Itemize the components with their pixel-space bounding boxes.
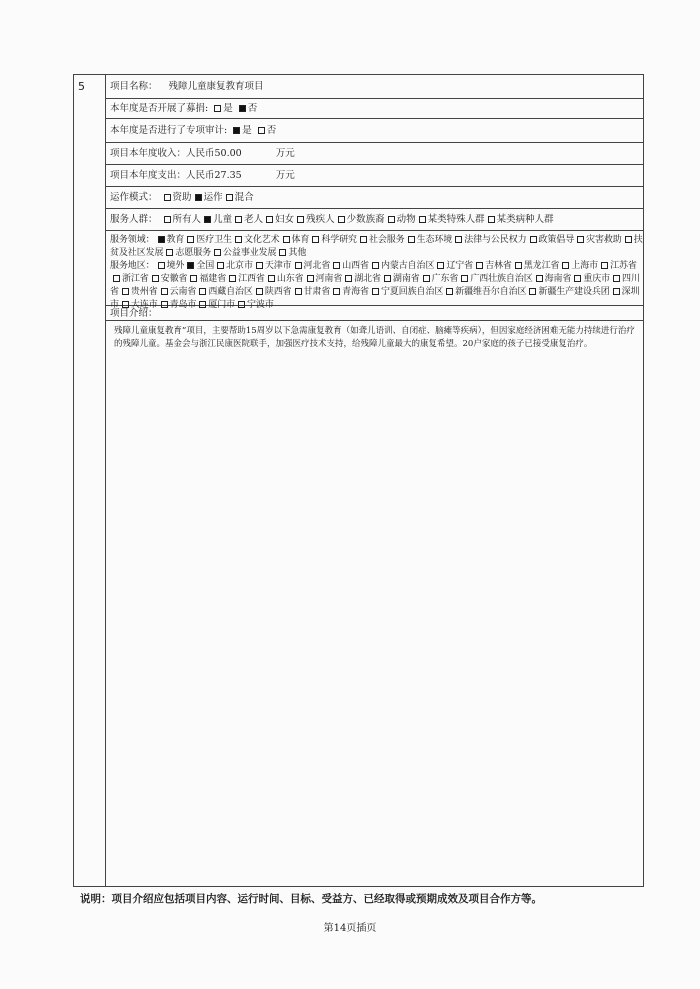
audit-row — [106, 119, 643, 143]
service-field-option-label: 灾害救助 — [586, 235, 622, 245]
income-unit: 万元 — [275, 148, 295, 159]
service-field-option-checkbox[interactable] — [283, 236, 290, 243]
service-region-option-checkbox[interactable] — [187, 262, 194, 269]
service-people-option-label: 某类病种人群 — [496, 214, 554, 225]
service-region-option-label: 福建省 — [199, 274, 227, 284]
income-label: 项目本年度收入： — [110, 148, 187, 159]
service-region-option-label: 西藏自治区 — [208, 287, 253, 297]
service-region-option-label: 江西省 — [238, 274, 265, 284]
income-value: 人民币50.00 — [186, 148, 242, 159]
service-field-option-checkbox[interactable] — [312, 236, 319, 243]
service-field-option-checkbox[interactable] — [530, 236, 537, 243]
service-field-option-label: 科学研究 — [321, 235, 357, 245]
service-region-option-checkbox[interactable] — [613, 275, 620, 282]
service-region-option-checkbox[interactable] — [461, 275, 468, 282]
service-field-option-checkbox[interactable] — [455, 236, 462, 243]
service-region-option-label: 贵州省 — [130, 287, 158, 297]
service-region-option-label: 四川省 — [110, 274, 640, 297]
audit-no-label: 否 — [266, 125, 277, 136]
service-region-option-label: 广西壮族自治区 — [470, 274, 533, 284]
service-people-option-label: 老人 — [244, 214, 264, 225]
service-field-label: 服务领域： — [110, 235, 155, 245]
service-region-option-label: 浙江省 — [122, 274, 149, 284]
project-name-row — [106, 75, 643, 99]
service-people-option-label: 某类特殊人群 — [427, 214, 485, 225]
service-people-option-checkbox[interactable] — [297, 216, 304, 223]
service-region-options — [110, 261, 640, 310]
service-region-option-label: 全国 — [196, 261, 215, 271]
service-people-option-checkbox[interactable] — [204, 216, 211, 223]
service-people-options — [161, 214, 554, 225]
service-region-option-checkbox[interactable] — [295, 262, 302, 269]
service-region-option-label: 大连市 — [130, 300, 158, 310]
footnote: 说明：项目介绍应包括项目内容、运行时间、目标、受益方、已经取得或预期成效及项目合作方等。 — [80, 893, 542, 905]
service-region-option-checkbox[interactable] — [384, 275, 391, 282]
operation-mode-option-checkbox[interactable] — [195, 194, 202, 201]
service-region-option-label: 宁波市 — [247, 300, 274, 310]
page-number: 第14页插页 — [323, 923, 377, 934]
service-region-option-checkbox[interactable] — [190, 275, 197, 282]
service-field-option-checkbox[interactable] — [625, 236, 632, 243]
service-region-option-checkbox[interactable] — [446, 288, 453, 295]
service-region-option-label: 山西省 — [342, 261, 369, 271]
service-region-option-checkbox[interactable] — [345, 275, 352, 282]
service-field-option-checkbox[interactable] — [166, 249, 173, 256]
service-region-option-label: 天津市 — [264, 261, 292, 271]
row-number: 5 — [78, 80, 85, 93]
service-region-option-label: 安徽省 — [160, 274, 188, 284]
service-people-option-checkbox[interactable] — [164, 216, 171, 223]
service-people-option-checkbox[interactable] — [388, 216, 395, 223]
service-field-option-label: 扶贫及社区发展 — [110, 235, 643, 258]
service-region-option-label: 海南省 — [544, 274, 572, 284]
operation-mode-options — [161, 192, 254, 203]
service-people-option-label: 所有人 — [172, 214, 202, 225]
service-region-option-label: 广东省 — [431, 274, 459, 284]
service-region-label: 服务地区： — [110, 261, 155, 271]
service-field-option-label: 医疗卫生 — [196, 235, 232, 245]
service-region-option-checkbox[interactable] — [307, 275, 314, 282]
service-region-option-checkbox[interactable] — [529, 288, 536, 295]
service-region-option-checkbox[interactable] — [437, 262, 444, 269]
expense-value: 人民币27.35 — [186, 170, 242, 181]
operation-mode-row — [106, 187, 643, 209]
service-people-row — [106, 209, 643, 231]
service-region-option-checkbox[interactable] — [574, 275, 581, 282]
service-region-option-label: 内蒙古自治区 — [380, 261, 435, 271]
operation-mode-option-label: 资助 — [172, 192, 192, 203]
audit-no-checkbox[interactable] — [258, 127, 265, 134]
service-field-option-label: 政策倡导 — [538, 235, 575, 245]
service-region-option-checkbox[interactable] — [476, 262, 483, 269]
service-people-option-checkbox[interactable] — [266, 216, 273, 223]
service-region-option-label: 青岛市 — [169, 300, 197, 310]
service-field-option-label: 体育 — [291, 235, 310, 245]
service-field-option-checkbox[interactable] — [235, 236, 242, 243]
service-people-option-checkbox[interactable] — [419, 216, 426, 223]
service-region-option-label: 青海省 — [342, 287, 369, 297]
service-region-option-label: 河北省 — [303, 261, 331, 271]
service-field-option-label: 社会服务 — [368, 235, 405, 245]
intro-text: 残障儿童康复教育”项目，主要帮助15周岁以下急需康复教育（如聋儿语训、自闭症、脑瘫等疾病），但因家庭经济困难无能力持续进行治疗的残障儿童。基金会与浙江民康医院联手，加强医疗技术支持，给残障儿童最大的康复希望。20户家庭的孩子已接受康复治疗。 — [114, 326, 635, 349]
service-region-option-checkbox[interactable] — [217, 262, 224, 269]
project-table — [73, 74, 644, 887]
service-region-option-checkbox[interactable] — [256, 262, 263, 269]
service-region-option-checkbox[interactable] — [161, 288, 168, 295]
service-field-option-checkbox[interactable] — [408, 236, 415, 243]
service-region-option-label: 辽宁省 — [446, 261, 474, 271]
service-region-option-label: 河南省 — [315, 274, 343, 284]
service-region-option-checkbox[interactable] — [562, 262, 569, 269]
service-region-option-label: 上海市 — [571, 261, 599, 271]
service-field-option-label: 志愿服务 — [175, 248, 212, 258]
service-region-option-label: 江苏省 — [610, 261, 637, 271]
service-region-option-label: 宁夏回族自治区 — [380, 287, 444, 297]
fundraising-yes-label: 是 — [223, 103, 233, 114]
fundraising-yes-checkbox[interactable] — [214, 105, 221, 112]
service-people-option-label: 儿童 — [213, 214, 233, 225]
project-rows — [106, 75, 643, 351]
service-region-option-label: 深圳市 — [110, 287, 640, 310]
service-people-option-label: 妇女 — [275, 214, 295, 225]
audit-question: 本年度是否进行了专项审计: — [110, 125, 228, 136]
service-people-label: 服务人群： — [110, 214, 158, 225]
service-region-option-checkbox[interactable] — [295, 288, 302, 295]
intro-body — [106, 321, 643, 351]
row-number-column — [74, 75, 106, 886]
operation-mode-label: 运作模式： — [110, 192, 158, 203]
service-field-option-checkbox[interactable] — [279, 249, 286, 256]
service-region-option-label: 境外 — [166, 261, 185, 271]
service-region-option-label: 山东省 — [276, 274, 304, 284]
service-people-option-label: 残疾人 — [306, 214, 335, 225]
service-region-option-checkbox[interactable] — [122, 288, 129, 295]
service-people-option-checkbox[interactable] — [488, 216, 495, 223]
service-region-option-label: 北京市 — [226, 261, 253, 271]
service-region-option-checkbox[interactable] — [372, 262, 379, 269]
service-field-option-checkbox[interactable] — [360, 236, 367, 243]
service-region-option-checkbox[interactable] — [333, 288, 340, 295]
intro-label: 项目介绍： — [110, 308, 158, 319]
service-people-option-checkbox[interactable] — [235, 216, 242, 223]
service-region-option-label: 甘肃省 — [303, 287, 331, 297]
service-region-option-label: 新疆生产建设兵团 — [538, 287, 610, 297]
audit-yes-checkbox[interactable] — [233, 127, 240, 134]
service-field-region-row — [106, 231, 643, 310]
project-name-value: 残障儿童康复教育项目 — [168, 81, 264, 92]
service-field-option-label: 公益事业发展 — [223, 248, 277, 258]
expense-unit: 万元 — [275, 170, 295, 181]
service-field-option-checkbox[interactable] — [187, 236, 194, 243]
service-field-option-label: 教育 — [166, 235, 185, 245]
service-region-option-label: 重庆市 — [583, 274, 611, 284]
service-region-option-checkbox[interactable] — [536, 275, 543, 282]
expense-row — [106, 165, 643, 187]
service-people-option-checkbox[interactable] — [338, 216, 345, 223]
service-field-option-checkbox[interactable] — [214, 249, 221, 256]
service-region-option-checkbox[interactable] — [199, 288, 206, 295]
service-people-option-label: 少数族裔 — [346, 214, 385, 225]
service-field-option-label: 文化艺术 — [243, 235, 280, 245]
intro-header-row — [106, 306, 643, 321]
service-field-option-checkbox[interactable] — [158, 236, 165, 243]
service-region-option-checkbox[interactable] — [372, 288, 379, 295]
operation-mode-option-checkbox[interactable] — [164, 194, 171, 201]
project-name-label: 项目名称： — [110, 81, 158, 92]
service-region-option-checkbox[interactable] — [158, 262, 165, 269]
fundraising-no-checkbox[interactable] — [239, 105, 246, 112]
service-field-option-label: 其他 — [288, 248, 307, 258]
service-region-option-checkbox[interactable] — [423, 275, 430, 282]
income-row — [106, 143, 643, 165]
service-region-option-checkbox[interactable] — [515, 262, 522, 269]
operation-mode-option-label: 混合 — [234, 192, 254, 203]
audit-yes-label: 是 — [242, 125, 252, 136]
operation-mode-option-label: 运作 — [203, 192, 223, 203]
service-region-option-label: 湖南省 — [392, 274, 420, 284]
service-region-option-label: 陕西省 — [264, 287, 292, 297]
service-region-option-label: 湖北省 — [354, 274, 381, 284]
service-people-option-label: 动物 — [396, 214, 416, 225]
service-region-option-label: 黑龙江省 — [523, 261, 560, 271]
operation-mode-option-checkbox[interactable] — [226, 194, 233, 201]
fundraising-question: 本年度是否开展了募捐: — [110, 103, 209, 114]
service-field-option-label: 生态环境 — [416, 235, 453, 245]
fundraising-row — [106, 99, 643, 119]
service-region-option-label: 云南省 — [169, 287, 197, 297]
service-field-option-checkbox[interactable] — [577, 236, 584, 243]
service-region-option-checkbox[interactable] — [613, 288, 620, 295]
service-region-option-label: 厦门市 — [208, 300, 236, 310]
service-region-option-checkbox[interactable] — [333, 262, 340, 269]
service-region-option-checkbox[interactable] — [268, 275, 275, 282]
service-field-option-label: 法律与公民权力 — [464, 235, 527, 245]
service-region-option-checkbox[interactable] — [256, 288, 263, 295]
service-region-option-label: 新疆维吾尔自治区 — [455, 287, 527, 297]
fundraising-no-label: 否 — [247, 103, 258, 114]
service-region-option-label: 吉林省 — [485, 261, 512, 271]
service-region-option-checkbox[interactable] — [152, 275, 159, 282]
service-region-option-checkbox[interactable] — [601, 262, 608, 269]
service-region-option-checkbox[interactable] — [113, 275, 120, 282]
expense-label: 项目本年度支出： — [110, 170, 187, 181]
service-region-option-checkbox[interactable] — [229, 275, 236, 282]
service-field-options — [110, 235, 643, 258]
